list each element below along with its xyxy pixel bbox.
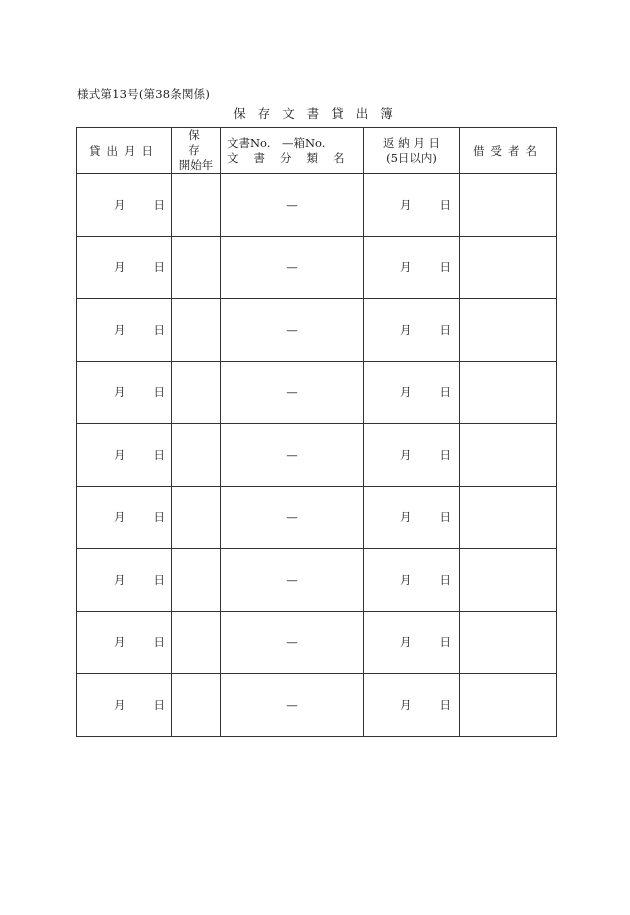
header-doc-number-line2: 文書分類名: [227, 150, 360, 165]
doc-number-dash: —: [286, 447, 298, 462]
borrower-cell[interactable]: [460, 361, 557, 424]
return-day-label: 日: [439, 260, 451, 275]
borrower-cell[interactable]: [460, 299, 557, 362]
header-return-date-line2: (5日以内): [386, 150, 437, 165]
header-borrower: 借受者名: [460, 128, 557, 174]
lend-day-label: 日: [153, 322, 165, 337]
lend-date-cell[interactable]: [77, 486, 172, 549]
return-day-label: 日: [439, 572, 451, 587]
page-title: 保存文書貸出簿: [233, 106, 405, 121]
lend-month-label: 月: [114, 572, 126, 587]
lend-month-label: 月: [114, 322, 126, 337]
header-doc-number: [221, 128, 364, 174]
lend-date-cell[interactable]: [77, 299, 172, 362]
return-month-label: 月: [400, 447, 412, 462]
lend-day-label: 日: [153, 572, 165, 587]
lend-date-cell[interactable]: [77, 361, 172, 424]
doc-number-dash: —: [286, 197, 298, 212]
lend-day-label: 日: [153, 447, 165, 462]
lend-date-cell[interactable]: [77, 674, 172, 737]
return-date-cell[interactable]: [364, 299, 460, 362]
doc-number-dash: —: [286, 322, 298, 337]
lend-month-label: 月: [114, 697, 126, 712]
lend-day-label: 日: [153, 197, 165, 212]
header-return-date-line1: 返 納 月 日: [383, 135, 440, 150]
header-lend-date: 貸出月日: [77, 128, 172, 174]
doc-number-cell[interactable]: [221, 674, 364, 737]
return-day-label: 日: [439, 510, 451, 525]
return-date-cell[interactable]: [364, 424, 460, 487]
doc-number-cell[interactable]: [221, 549, 364, 612]
lend-day-label: 日: [153, 635, 165, 650]
return-month-label: 月: [400, 635, 412, 650]
ledger-body: [77, 174, 557, 737]
return-date-cell[interactable]: [364, 236, 460, 299]
doc-number-cell[interactable]: [221, 361, 364, 424]
borrower-cell[interactable]: [460, 486, 557, 549]
lend-month-label: 月: [114, 385, 126, 400]
storage-start-cell[interactable]: [172, 174, 221, 237]
lend-date-cell[interactable]: [77, 236, 172, 299]
table-row: [77, 424, 557, 487]
doc-number-dash: —: [286, 510, 298, 525]
table-row: [77, 611, 557, 674]
return-day-label: 日: [439, 697, 451, 712]
header-storage-start-line2: 開始年: [178, 158, 214, 172]
lend-day-label: 日: [153, 510, 165, 525]
storage-start-cell[interactable]: [172, 299, 221, 362]
return-month-label: 月: [400, 385, 412, 400]
lend-month-label: 月: [114, 447, 126, 462]
return-day-label: 日: [439, 635, 451, 650]
header-doc-number-line1: 文書No. —箱No.: [227, 135, 326, 150]
borrower-cell[interactable]: [460, 424, 557, 487]
storage-start-cell[interactable]: [172, 424, 221, 487]
lend-day-label: 日: [153, 385, 165, 400]
lend-day-label: 日: [153, 260, 165, 275]
return-date-cell[interactable]: [364, 549, 460, 612]
table-row: [77, 174, 557, 237]
return-month-label: 月: [400, 697, 412, 712]
table-row: [77, 299, 557, 362]
doc-number-cell[interactable]: [221, 174, 364, 237]
lend-date-cell[interactable]: [77, 424, 172, 487]
return-date-cell[interactable]: [364, 611, 460, 674]
storage-start-cell[interactable]: [172, 486, 221, 549]
table-row: [77, 674, 557, 737]
lend-month-label: 月: [114, 635, 126, 650]
return-month-label: 月: [400, 322, 412, 337]
doc-number-cell[interactable]: [221, 611, 364, 674]
borrower-cell[interactable]: [460, 611, 557, 674]
return-month-label: 月: [400, 572, 412, 587]
return-month-label: 月: [400, 510, 412, 525]
doc-number-cell[interactable]: [221, 486, 364, 549]
lend-day-label: 日: [153, 697, 165, 712]
storage-start-cell[interactable]: [172, 236, 221, 299]
return-day-label: 日: [439, 385, 451, 400]
lend-month-label: 月: [114, 260, 126, 275]
lend-date-cell[interactable]: [77, 174, 172, 237]
lending-ledger-table: [76, 127, 557, 737]
lend-month-label: 月: [114, 510, 126, 525]
header-storage-start-line1: 保 存: [188, 128, 210, 157]
doc-number-cell[interactable]: [221, 236, 364, 299]
borrower-cell[interactable]: [460, 549, 557, 612]
borrower-cell[interactable]: [460, 674, 557, 737]
table-row: [77, 236, 557, 299]
doc-number-cell[interactable]: [221, 424, 364, 487]
return-date-cell[interactable]: [364, 174, 460, 237]
doc-number-dash: —: [286, 635, 298, 650]
header-storage-start: [172, 128, 221, 174]
return-date-cell[interactable]: [364, 361, 460, 424]
return-date-cell[interactable]: [364, 674, 460, 737]
storage-start-cell[interactable]: [172, 674, 221, 737]
table-row: [77, 549, 557, 612]
borrower-cell[interactable]: [460, 236, 557, 299]
doc-number-cell[interactable]: [221, 299, 364, 362]
return-day-label: 日: [439, 447, 451, 462]
table-row: [77, 361, 557, 424]
return-day-label: 日: [439, 322, 451, 337]
storage-start-cell[interactable]: [172, 549, 221, 612]
return-month-label: 月: [400, 197, 412, 212]
storage-start-cell[interactable]: [172, 611, 221, 674]
return-month-label: 月: [400, 260, 412, 275]
doc-number-dash: —: [286, 697, 298, 712]
lend-date-cell[interactable]: [77, 611, 172, 674]
lend-month-label: 月: [114, 197, 126, 212]
doc-number-dash: —: [286, 260, 298, 275]
table-row: [77, 486, 557, 549]
header-row: [77, 128, 557, 174]
storage-start-cell[interactable]: [172, 361, 221, 424]
return-day-label: 日: [439, 197, 451, 212]
doc-number-dash: —: [286, 572, 298, 587]
header-return-date: [364, 128, 460, 174]
lend-date-cell[interactable]: [77, 549, 172, 612]
borrower-cell[interactable]: [460, 174, 557, 237]
return-date-cell[interactable]: [364, 486, 460, 549]
doc-number-dash: —: [286, 385, 298, 400]
form-number: 様式第13号(第38条関係): [77, 87, 211, 101]
